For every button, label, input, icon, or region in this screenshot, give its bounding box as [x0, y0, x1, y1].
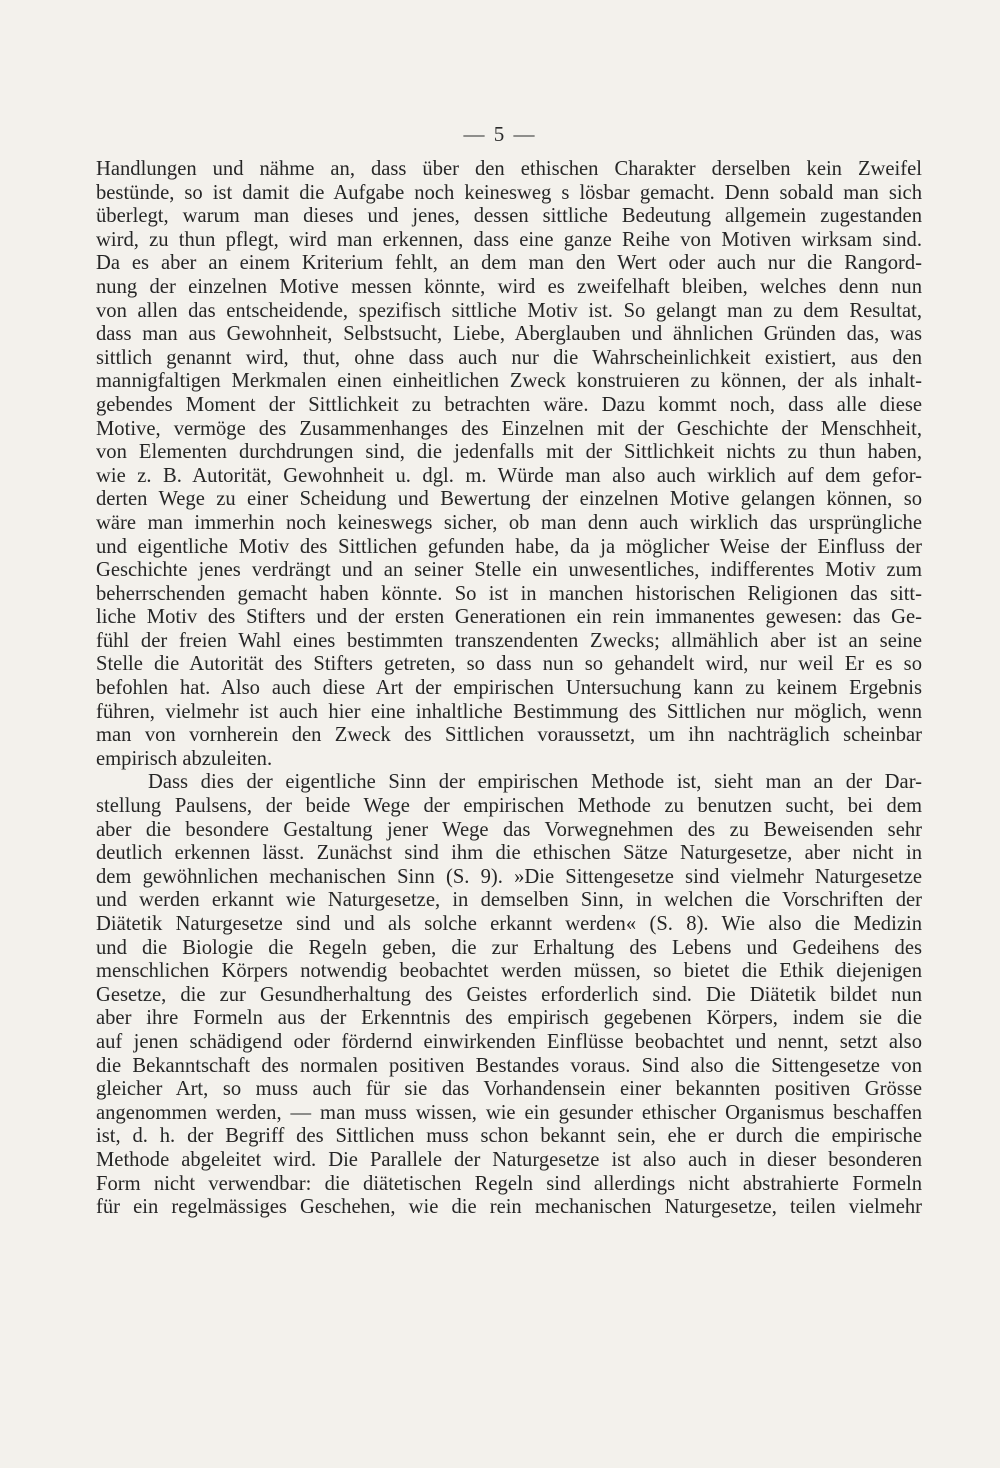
text-line: führen, vielmehr ist auch hier eine inhaltliche Bestimmung des Sittlichen nur möglich, wenn	[96, 700, 922, 723]
text-line: Stelle die Autorität des Stifters getreten, so dass nun so gehandelt wird, nur weil Er es so	[96, 653, 922, 676]
text-line: wäre man immerhin noch keineswegs sicher, ob man denn auch wirklich das ursprüngliche	[96, 511, 922, 534]
text-line: von Elementen durchdrungen sind, die jedenfalls mit der Sittlichkeit nichts zu thun haben,	[96, 441, 922, 464]
text-line: auf jenen schädigend oder fördernd einwirkenden Einflüsse beobachtet und nennt, setzt also	[96, 1030, 922, 1053]
text-line: Motive, vermöge des Zusammenhanges des Einzelnen mit der Geschichte der Menschheit,	[96, 417, 922, 440]
text-line: dass man aus Gewohnheit, Selbstsucht, Liebe, Aberglauben und ähnlichen Gründen das, was	[96, 323, 922, 346]
text-line: menschlichen Körpers notwendig beobachtet werden müssen, so bietet die Ethik diejenigen	[96, 960, 922, 983]
text-line: überlegt, warum man dieses und jenes, dessen sittliche Bedeutung allgemein zugestanden	[96, 205, 922, 228]
text-line: und eigentliche Motiv des Sittlichen gefunden habe, da ja möglicher Weise der Einfluss der	[96, 535, 922, 558]
body-text	[96, 158, 922, 1220]
text-line: empirisch abzuleiten.	[96, 747, 273, 770]
text-line: und werden erkannt wie Naturgesetze, in demselben Sinn, in welchen die Vorschriften der	[96, 889, 922, 912]
text-line: gleicher Art, so muss auch für sie das Vorhandensein einer bekannten positiven Grösse	[96, 1078, 922, 1101]
text-line: aber ihre Formeln aus der Erkenntnis des empirisch gegebenen Körpers, indem sie die	[96, 1007, 922, 1030]
page-number: — 5 —	[463, 122, 537, 146]
text-line: für ein regelmässiges Geschehen, wie die rein mechanischen Naturgesetze, teilen vielmehr	[96, 1196, 922, 1219]
text-line: Da es aber an einem Kriterium fehlt, an dem man den Wert oder auch nur die Rangord-	[96, 252, 922, 275]
text-line: mannigfaltigen Merkmalen einen einheitlichen Zweck konstruieren zu können, der als inhalt-	[96, 370, 922, 393]
paragraph-1	[96, 158, 922, 771]
text-line: Gesetze, die zur Gesundherhaltung des Geistes erforderlich sind. Die Diätetik bildet nun	[96, 983, 922, 1006]
text-line: man von vornherein den Zweck des Sittlichen voraussetzt, um ihn nachträglich scheinbar	[96, 724, 922, 747]
text-line: die Bekanntschaft des normalen positiven Bestandes voraus. Sind also die Sittengesetze von	[96, 1054, 922, 1077]
text-line: Dass dies der eigentliche Sinn der empirischen Methode ist, sieht man an der Dar-	[148, 771, 922, 794]
text-line: aber die besondere Gestaltung jener Wege das Vorwegnehmen des zu Beweisenden sehr	[96, 818, 922, 841]
text-line: derten Wege zu einer Scheidung und Bewertung der einzelnen Motive gelangen können, so	[96, 488, 922, 511]
text-line: liche Motiv des Stifters und der ersten Generationen ein rein immanentes gewesen: das Ge-	[96, 606, 922, 629]
paragraph-2	[96, 771, 922, 1219]
text-line: Diätetik Naturgesetze sind und als solche erkannt werden« (S. 8). Wie also die Medizin	[96, 913, 922, 935]
text-line: Geschichte jenes verdrängt und an seiner Stelle ein unwesentliches, indifferentes Motiv zum	[96, 559, 922, 582]
text-line: Methode abgeleitet wird. Die Parallele der Naturgesetze ist also auch in dieser besonderen	[96, 1148, 922, 1171]
text-line: sittlich genannt wird, thut, ohne dass auch nur die Wahrscheinlichkeit existiert, aus den	[96, 346, 922, 369]
text-line: angenommen werden, — man muss wissen, wie ein gesunder ethischer Organismus beschaffen	[96, 1101, 922, 1124]
text-line: gebendes Moment der Sittlichkeit zu betrachten wäre. Dazu kommt noch, dass alle diese	[96, 393, 922, 416]
text-line: von allen das entscheidende, spezifisch sittliche Motiv ist. So gelangt man zu dem Resultat,	[96, 299, 922, 322]
text-line: ist, d. h. der Begriff des Sittlichen muss schon bekannt sein, ehe er durch die empirische	[96, 1125, 922, 1148]
text-line: wie z. B. Autorität, Gewohnheit u. dgl. m. Würde man also auch wirklich auf dem gefor-	[96, 464, 922, 487]
text-line: dem gewöhnlichen mechanischen Sinn (S. 9). »Die Sittengesetze sind vielmehr Naturgesetze	[96, 865, 922, 888]
text-line: bestünde, so ist damit die Aufgabe noch keinesweg s lösbar gemacht. Denn sobald man sich	[96, 181, 922, 204]
text-line: Handlungen und nähme an, dass über den ethischen Charakter derselben kein Zweifel	[96, 158, 922, 180]
text-line: und die Biologie die Regeln geben, die zur Erhaltung des Lebens und Gedeihens des	[96, 936, 922, 959]
text-line: deutlich erkennen lässt. Zunächst sind ihm die ethischen Sätze Naturgesetze, aber nicht in	[96, 842, 922, 865]
text-line: fühl der freien Wahl eines bestimmten transzendenten Zwecks; allmählich aber ist an seine	[96, 629, 922, 652]
text-line: befohlen hat. Also auch diese Art der empirischen Untersuchung kann zu keinem Ergebnis	[96, 677, 922, 700]
text-line: beherrschenden gemacht haben könnte. So ist in manchen historischen Religionen das sitt-	[96, 582, 922, 605]
text-line: stellung Paulsens, der beide Wege der empirischen Methode zu benutzen sucht, bei dem	[96, 795, 922, 818]
text-line: Form nicht verwendbar: die diätetischen Regeln sind allerdings nicht abstrahierte Formeln	[96, 1172, 922, 1195]
text-line: wird, zu thun pflegt, wird man erkennen, dass eine ganze Reihe von Motiven wirksam sind.	[96, 228, 922, 251]
text-line: nung der einzelnen Motive messen könnte, wird es zweifelhaft bleiben, welches denn nun	[96, 275, 922, 298]
